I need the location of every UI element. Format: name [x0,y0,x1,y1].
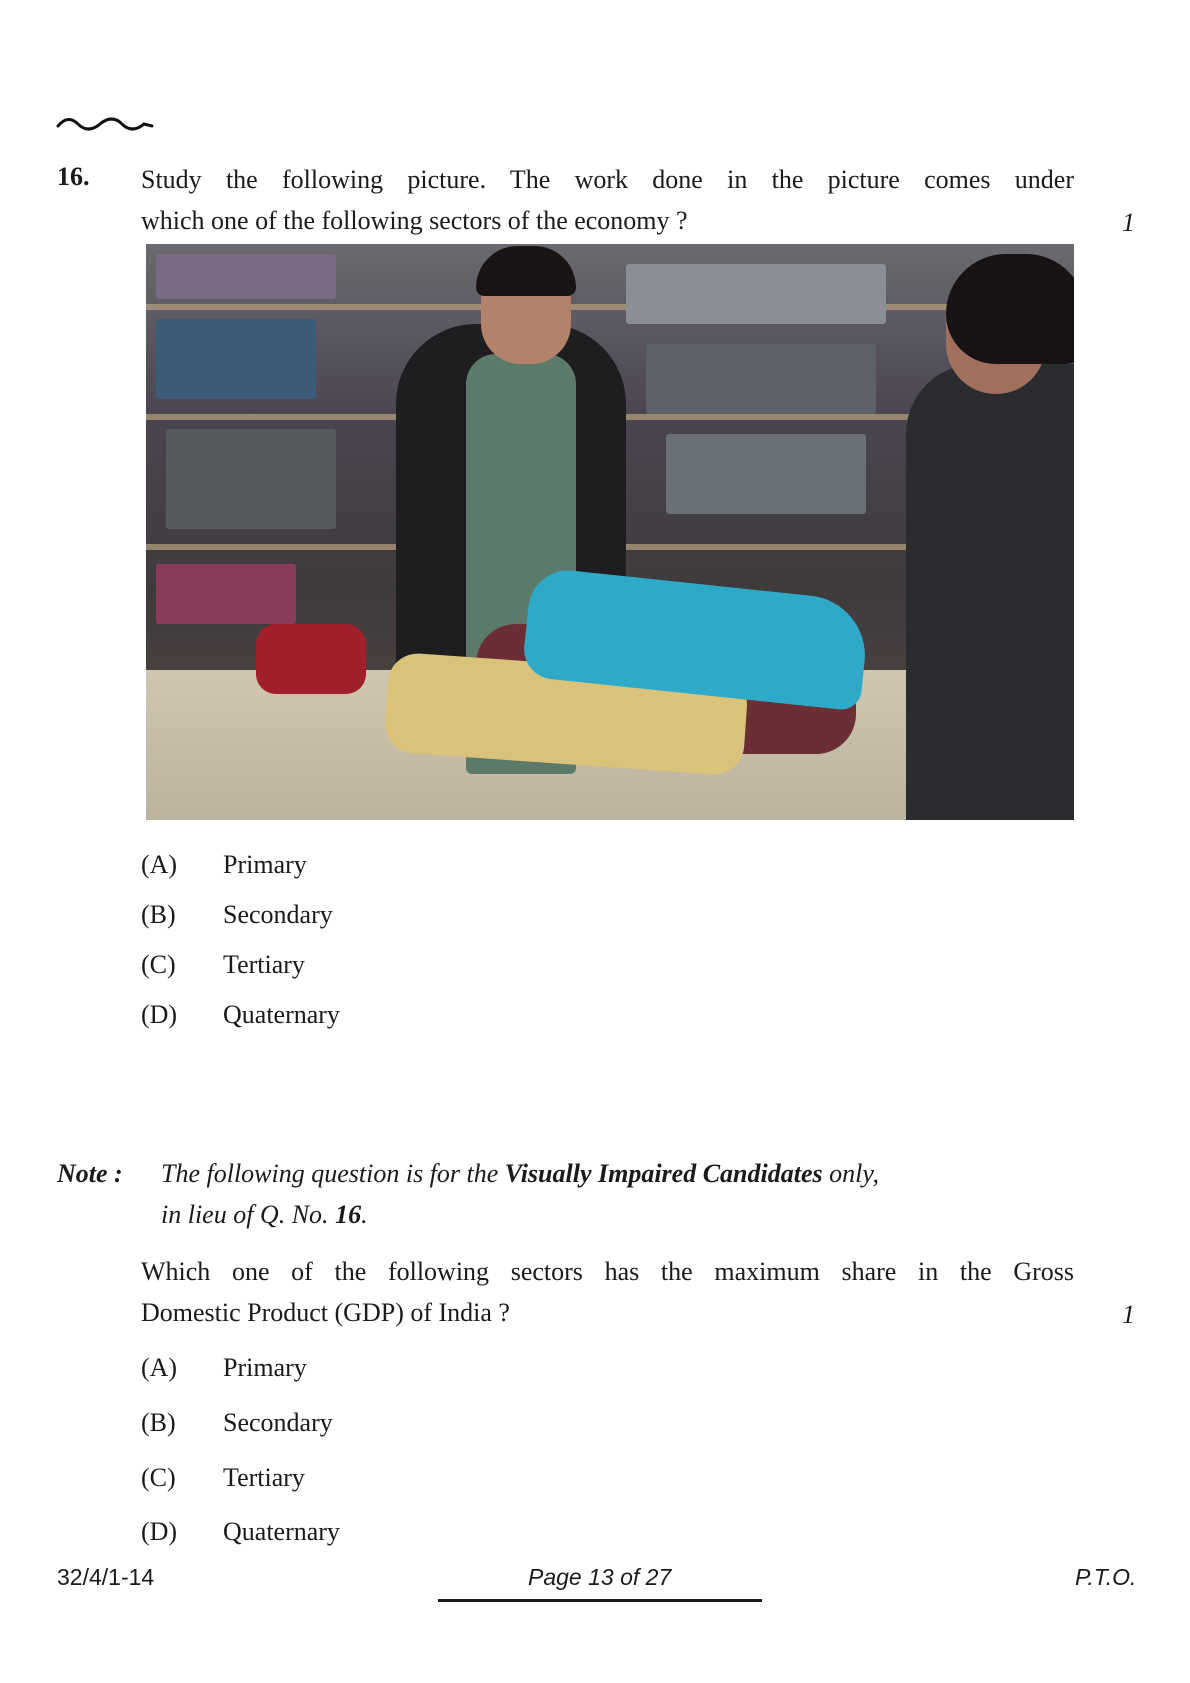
note-text-part1: The following question is for the [161,1159,499,1188]
vi-option-c-letter: (C) [141,1463,176,1492]
wave-mark-icon [56,112,156,134]
question-text-line2: which one of the following sectors of the economy ? [141,206,688,235]
vi-option-a-letter: (A) [141,1353,178,1382]
question-marks: 1 [1122,208,1135,237]
vi-option-b-letter: (B) [141,1408,176,1437]
option-a-text: Primary [223,850,307,879]
note-text-part2: only, [829,1159,879,1188]
footer-code: 32/4/1-14 [57,1564,155,1590]
note-line2-bold: 16 [335,1200,362,1229]
vi-option-c-text: Tertiary [223,1463,305,1492]
note-line2-part1: in lieu of Q. No. [161,1200,329,1229]
vi-option-a-text: Primary [223,1353,307,1382]
option-d-letter: (D) [141,1000,178,1029]
footer-page-label: Page 13 of 27 [528,1564,672,1590]
note-text-bold: Visually Impaired Candidates [504,1159,823,1188]
option-a-letter: (A) [141,850,178,879]
footer-pto: P.T.O. [1075,1564,1137,1590]
option-c-letter: (C) [141,950,176,979]
option-d-text: Quaternary [223,1000,340,1029]
note-label: Note : [57,1159,123,1188]
vi-option-b-text: Secondary [223,1408,333,1437]
vi-question-line2: Domestic Product (GDP) of India ? [141,1298,510,1327]
option-b-letter: (B) [141,900,176,929]
option-b-text: Secondary [223,900,333,929]
note-line2 [161,1195,368,1235]
question-photo [146,244,1074,820]
note-line1 [161,1154,1074,1194]
question-text-line1: Study the following picture. The work done in the picture comes under [141,165,1074,194]
vi-option-d-text: Quaternary [223,1517,340,1546]
vi-question-marks: 1 [1122,1300,1135,1329]
option-c-text: Tertiary [223,950,305,979]
note-line2-end: . [361,1200,368,1229]
vi-question-line1: Which one of the following sectors has the maximum share in the Gross [141,1257,1074,1286]
question-number: 16. [57,162,90,191]
vi-option-d-letter: (D) [141,1517,178,1546]
footer-underline [438,1599,762,1602]
